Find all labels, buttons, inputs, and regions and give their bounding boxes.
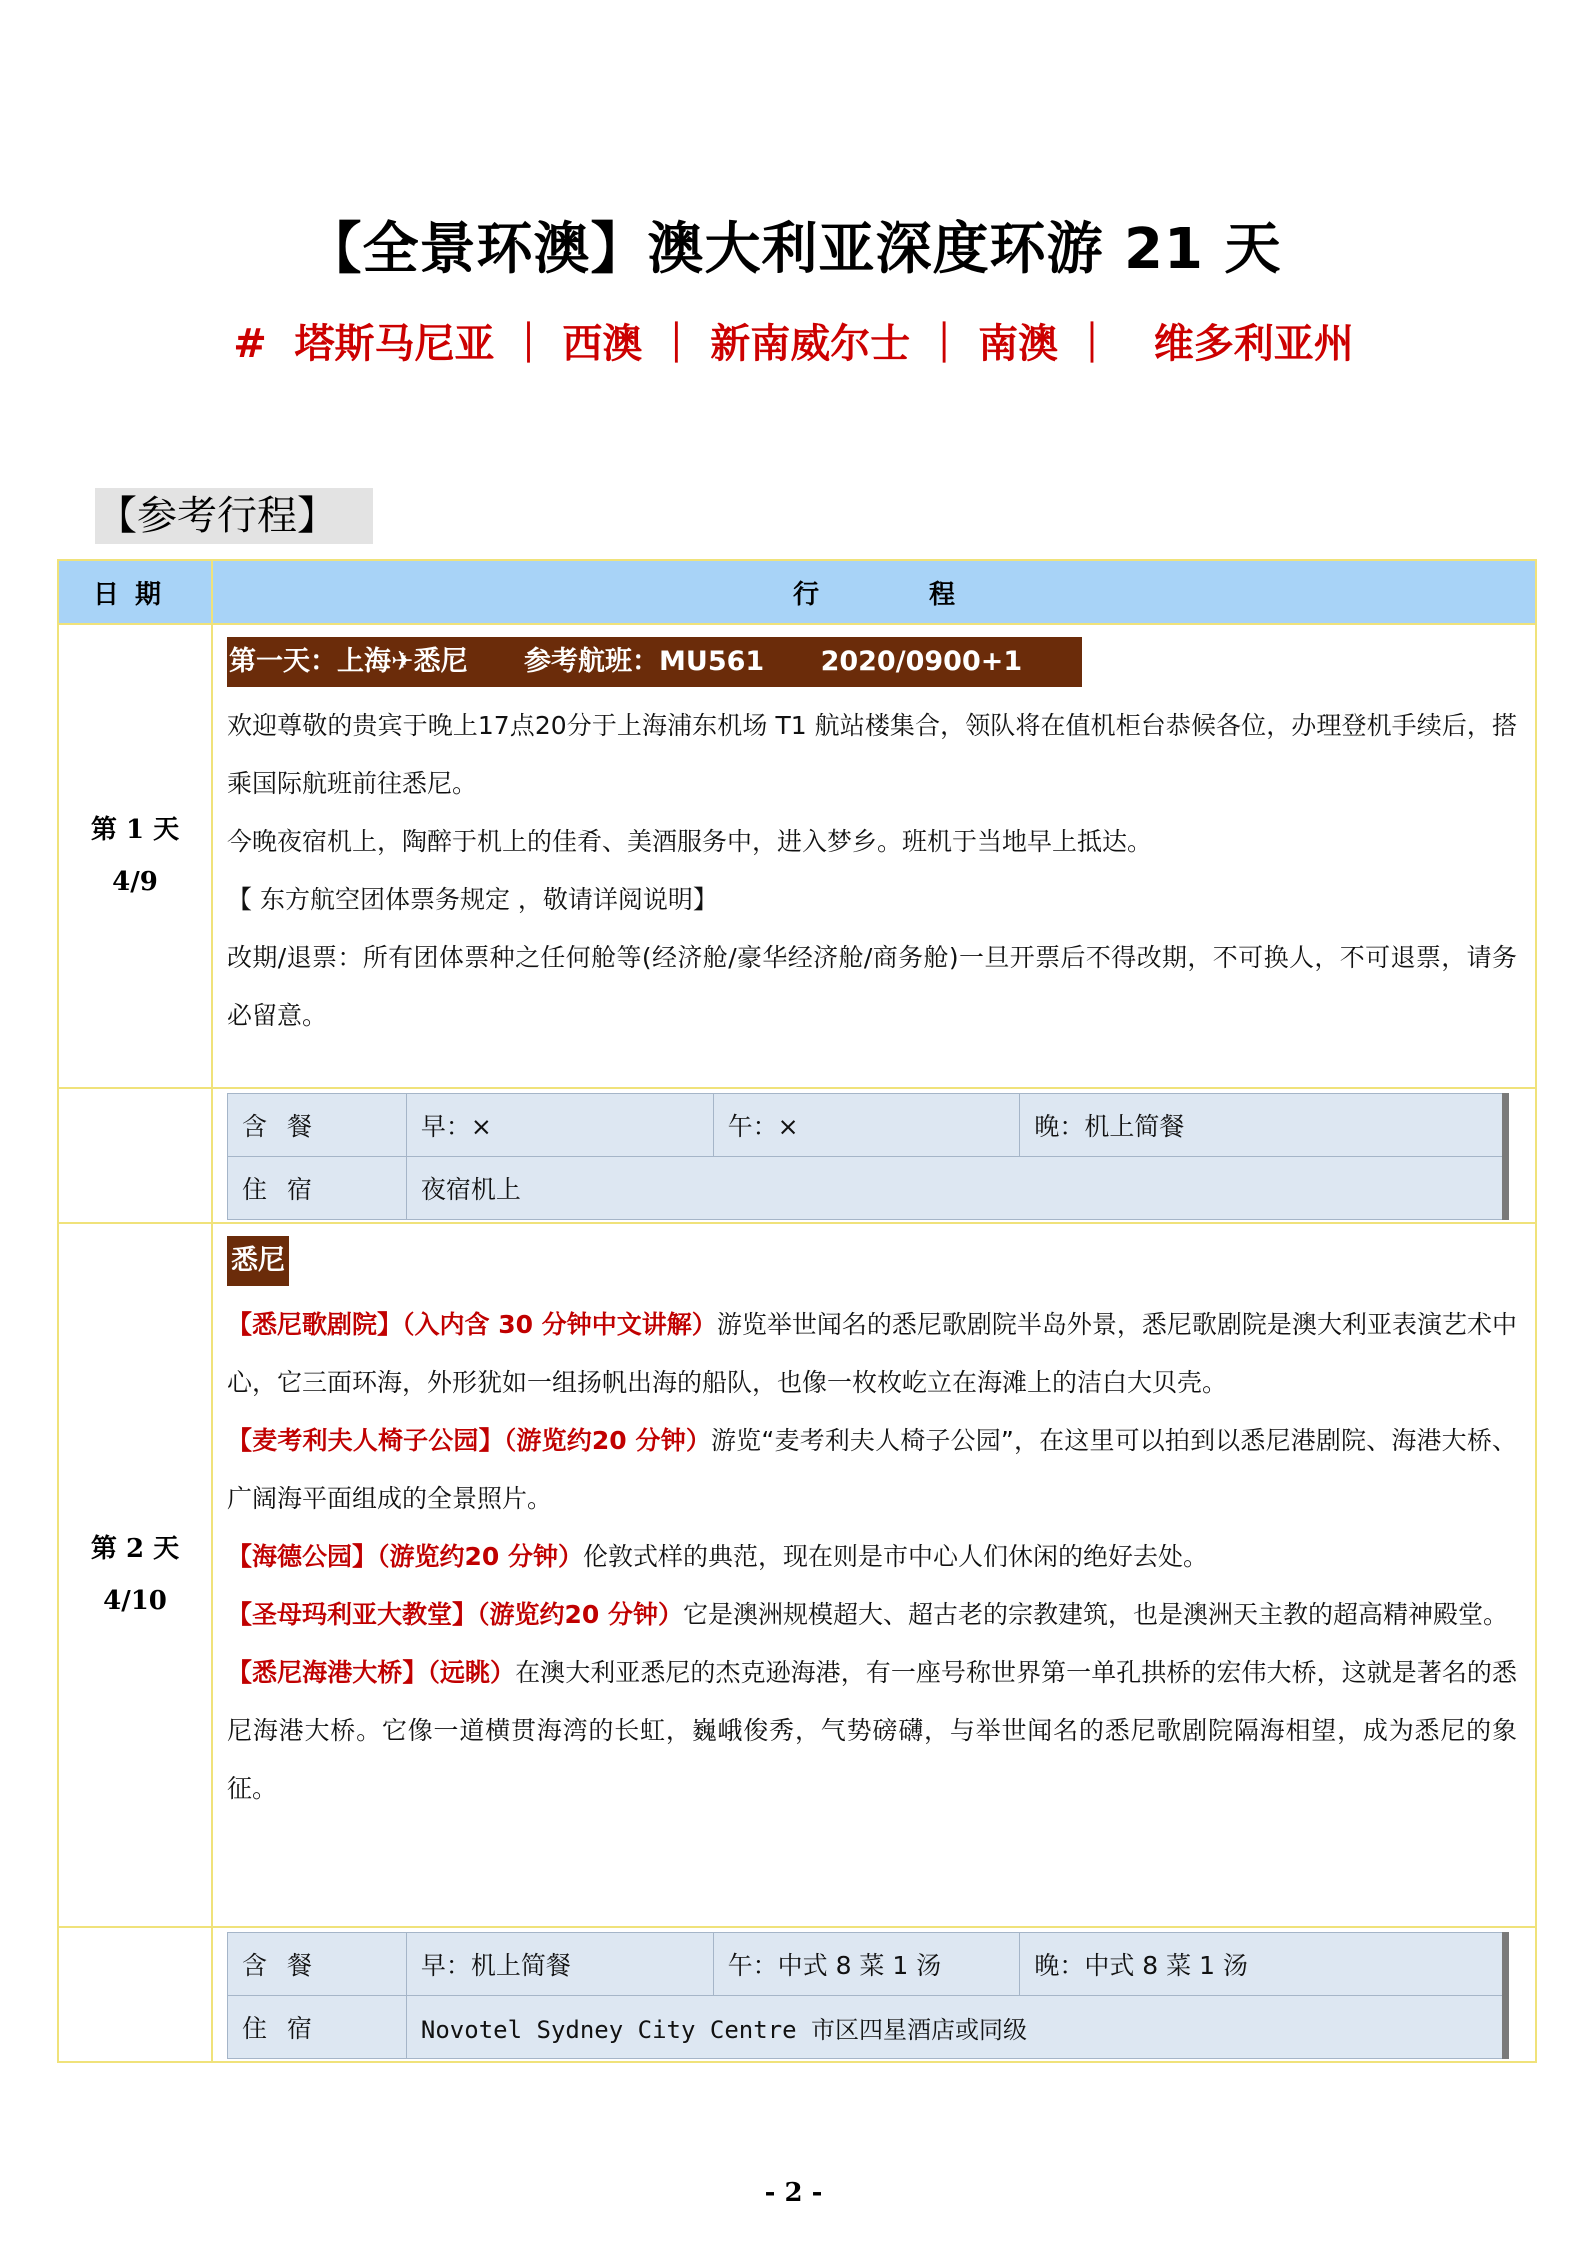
day-2-row — [58, 1223, 1536, 1927]
breakfast: 早：机上简餐 — [406, 1933, 713, 1996]
table-header-row — [58, 560, 1536, 624]
lodging-row — [228, 1157, 1506, 1220]
attraction-description: 它是澳洲规模超大、超古老的宗教建筑，也是澳洲天主教的超高精神殿堂。 — [683, 1600, 1509, 1629]
day-1-paragraph: 今晚夜宿机上，陶醉于机上的佳肴、美酒服务中，进入梦乡。班机于当地早上抵达。 — [227, 827, 1153, 856]
day-2-detail-row — [58, 1927, 1536, 2062]
day-2-detail-cell — [212, 1927, 1536, 2062]
meals-label: 含餐 — [228, 1094, 407, 1157]
day-1-detail-row — [58, 1088, 1536, 1223]
attraction-description: 游览“麦考利夫人椅子公园”，在这里可以拍到以悉尼港剧院、海港大桥、广阔海平面组成的全景照片。 — [227, 1426, 1518, 1513]
attraction-name: 【海德公园】（游览约20 分钟） — [227, 1542, 583, 1571]
lunch: 午：× — [713, 1094, 1020, 1157]
attraction-name: 【圣母玛利亚大教堂】（游览约20 分钟） — [227, 1600, 683, 1629]
lodging-label: 住宿 — [228, 1157, 407, 1220]
lodging-value: Novotel Sydney City Centre 市区四星酒店或同级 — [406, 1996, 1505, 2059]
day-1-row — [58, 624, 1536, 1088]
region-subtitle: # 塔斯马尼亚 ｜ 西澳 ｜ 新南威尔士 ｜ 南澳 ｜ 维多利亚州 — [233, 321, 1354, 367]
day-1-detail-cell — [212, 1088, 1536, 1223]
day-2-item — [227, 1412, 1517, 1528]
day-1-date: 4/9 — [112, 867, 158, 897]
day-1-paragraph: 改期/退票：所有团体票种之任何舱等(经济舱/豪华经济舱/商务舱)一旦开票后不得改期，不可换人，不可退票，请务必留意。 — [227, 943, 1517, 1030]
day-1-meal-table — [227, 1093, 1509, 1220]
lodging-value: 夜宿机上 — [406, 1157, 1505, 1220]
header-date: 日期 — [58, 560, 212, 624]
day-2-content — [212, 1223, 1536, 1927]
meal-row — [228, 1933, 1506, 1996]
day-2-city-tag: 悉尼 — [227, 1236, 289, 1286]
page-number: - 2 - — [764, 2178, 823, 2208]
day-2-date: 4/10 — [103, 1586, 167, 1616]
day-2-item — [227, 1296, 1517, 1412]
day-1-detail-spacer — [58, 1088, 212, 1223]
day-1-flight-banner: 第一天：上海✈悉尼 参考航班：MU561 2020/0900+1 — [227, 637, 1082, 687]
document-title: 【全景环澳】澳大利亚深度环游 21 天 — [305, 217, 1282, 282]
day-2-item — [227, 1528, 1517, 1586]
day-1-label: 第 1 天 — [90, 815, 180, 845]
attraction-name: 【悉尼海港大桥】（远眺） — [227, 1658, 516, 1687]
attraction-description: 游览举世闻名的悉尼歌剧院半岛外景，悉尼歌剧院是澳大利亚表演艺术中心，它三面环海，外形犹如一组扬帆出海的船队，也像一枚枚屹立在海滩上的洁白大贝壳。 — [227, 1310, 1517, 1397]
lodging-label: 住宿 — [228, 1996, 407, 2059]
attraction-description: 伦敦式样的典范，现在则是市中心人们休闲的绝好去处。 — [583, 1542, 1209, 1571]
lunch: 午：中式 8 菜 1 汤 — [713, 1933, 1020, 1996]
attraction-name: 【麦考利夫人椅子公园】（游览约20 分钟） — [227, 1426, 712, 1455]
day-2-detail-spacer — [58, 1927, 212, 2062]
day-2-date-cell — [58, 1223, 212, 1927]
lodging-row — [228, 1996, 1506, 2059]
dinner: 晚：中式 8 菜 1 汤 — [1020, 1933, 1506, 1996]
breakfast: 早：× — [406, 1094, 713, 1157]
meal-row — [228, 1094, 1506, 1157]
day-1-paragraph: 欢迎尊敬的贵宾于晚上17点20分于上海浦东机场 T1 航站楼集合，领队将在值机柜台恭候各位，办理登机手续后，搭乘国际航班前往悉尼。 — [227, 711, 1517, 798]
itinerary-table — [57, 559, 1537, 2063]
day-2-item — [227, 1586, 1517, 1644]
dinner: 晚：机上简餐 — [1020, 1094, 1506, 1157]
header-itinerary: 行程 — [212, 560, 1536, 624]
meals-label: 含餐 — [228, 1933, 407, 1996]
day-2-label: 第 2 天 — [90, 1534, 180, 1564]
day-1-paragraph: 【 东方航空团体票务规定 ，敬请详阅说明】 — [227, 885, 718, 914]
section-label: 【参考行程】 — [95, 488, 373, 544]
day-2-item — [227, 1644, 1517, 1818]
day-1-content — [212, 624, 1536, 1088]
day-1-date-cell — [58, 624, 212, 1088]
attraction-name: 【悉尼歌剧院】（入内含 30 分钟中文讲解） — [227, 1310, 717, 1339]
attraction-description: 在澳大利亚悉尼的杰克逊海港，有一座号称世界第一单孔拱桥的宏伟大桥，这就是著名的悉尼海港大桥。它像一道横贯海湾的长虹，巍峨俊秀，气势磅礴，与举世闻名的悉尼歌剧院隔海相望，成为悉尼的象征。 — [227, 1658, 1517, 1803]
day-2-meal-table — [227, 1932, 1509, 2059]
